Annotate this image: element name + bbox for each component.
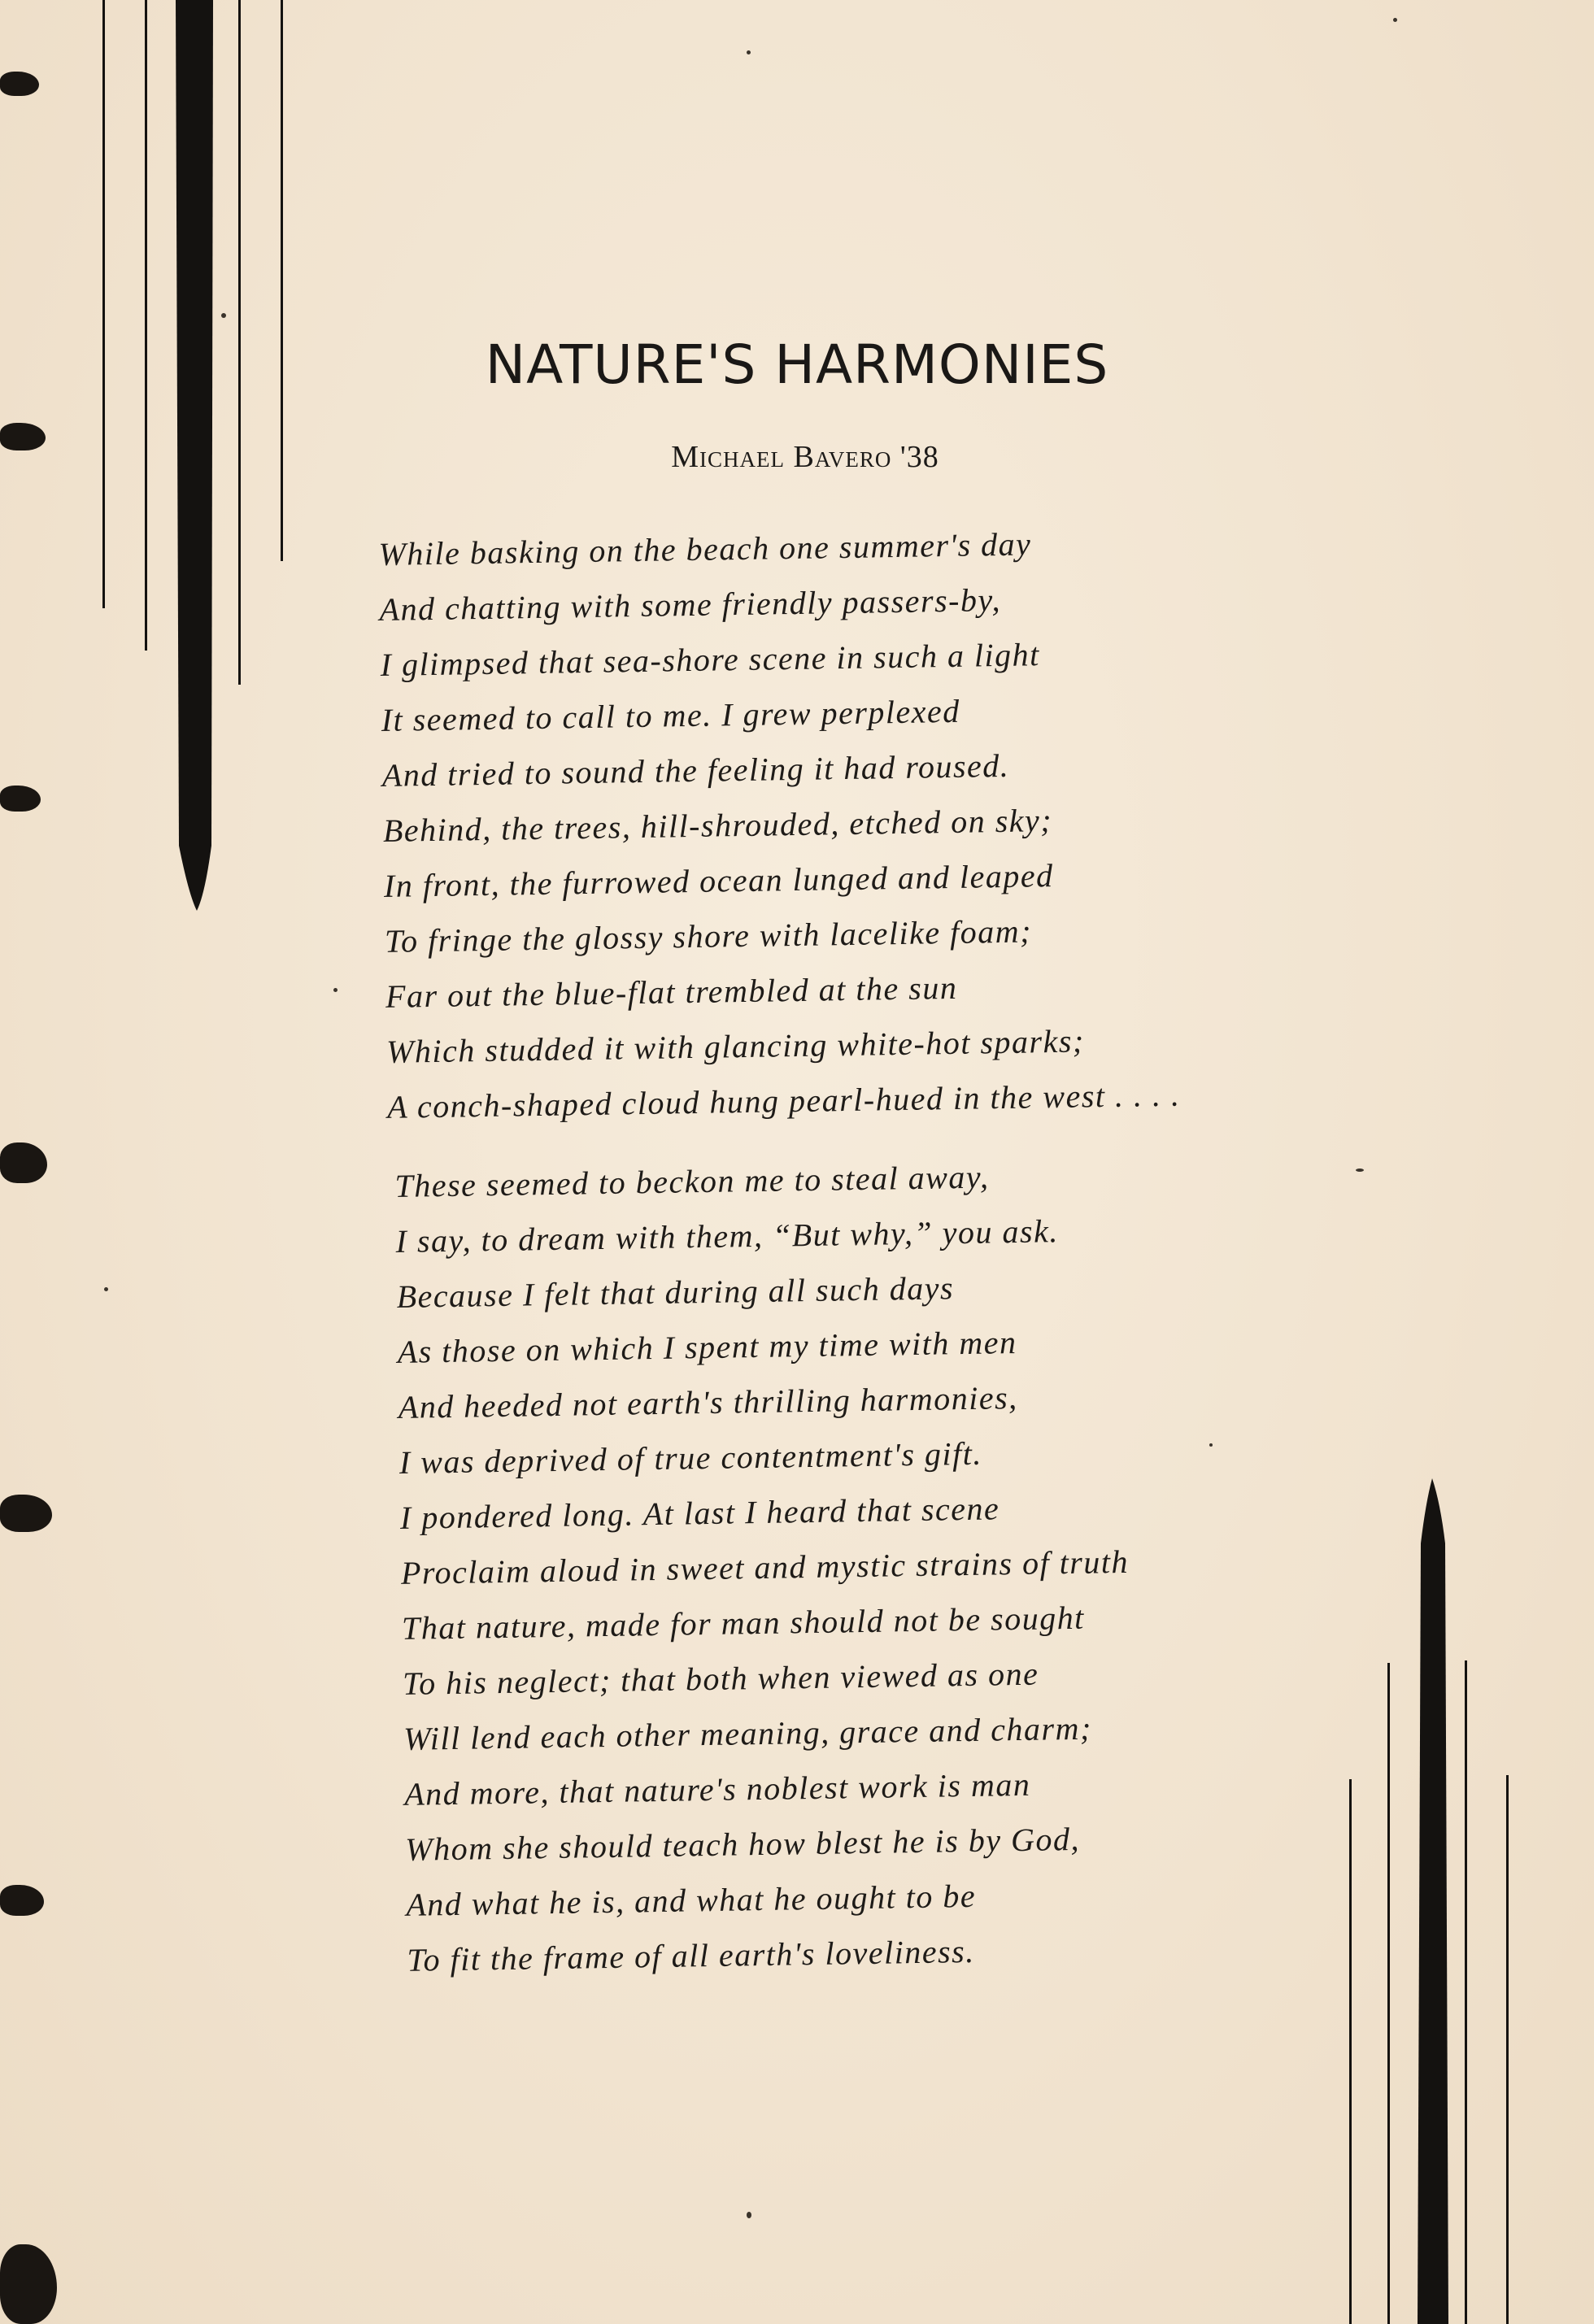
binding-tear <box>0 786 41 812</box>
poem-title: NATURE'S HARMONIES <box>485 333 1109 396</box>
poem-line: I pondered long. At last I heard that scene <box>399 1490 1000 1536</box>
poem-line: And more, that nature's noblest work is man <box>403 1765 1031 1813</box>
right-rule <box>1349 1779 1352 2324</box>
binding-tear <box>0 423 46 450</box>
poem-line: Which studded it with glancing white-hot sparks; <box>385 1022 1085 1070</box>
paper-speck <box>333 988 338 992</box>
poem-line: In front, the furrowed ocean lunged and leaped <box>383 857 1054 904</box>
poem-line: I say, to dream with them, “But why,” you ask. <box>395 1212 1060 1260</box>
left-rule <box>145 0 147 651</box>
binding-tear <box>0 1142 47 1183</box>
poem-line: Behind, the trees, hill-shrouded, etched on sky; <box>382 802 1053 849</box>
right-rule <box>1506 1775 1509 2324</box>
paper-speck <box>747 2212 751 2218</box>
poem-line: To his neglect; that both when viewed as one <box>402 1655 1039 1702</box>
binding-tear <box>0 1495 52 1532</box>
paper-speck <box>1356 1169 1364 1172</box>
poem-line: Whom she should teach how blest he is by God, <box>404 1820 1081 1868</box>
poem-line: Will lend each other meaning, grace and charm; <box>403 1709 1093 1757</box>
poem-line: As those on which I spent my time with men <box>397 1324 1017 1370</box>
poem-line: And heeded not earth's thrilling harmonies, <box>398 1378 1018 1425</box>
poem-line: Proclaim aloud in sweet and mystic strains of truth <box>400 1543 1130 1591</box>
right-spike-bar <box>1413 1478 1453 2324</box>
poem-line: To fit the frame of all earth's loveliness. <box>407 1932 975 1978</box>
poem-author: Michael Bavero '38 <box>671 440 939 474</box>
poem-line: While basking on the beach one summer's day <box>378 525 1032 572</box>
poem-line: These seemed to beckon me to steal away, <box>394 1158 990 1204</box>
poem-stanza-1 <box>378 515 1181 1135</box>
right-rule <box>1465 1660 1467 2324</box>
poem-line: Because I felt that during all such days <box>396 1269 955 1315</box>
poem-stanza-2 <box>394 1147 1135 1988</box>
poem-line: It seemed to call to me. I grew perplexed <box>381 692 961 738</box>
poem-line: And what he is, and what he ought to be <box>406 1877 977 1923</box>
paper-speck <box>747 50 751 54</box>
binding-tear <box>0 1885 44 1916</box>
paper-speck <box>221 313 226 318</box>
paper-speck <box>1209 1443 1213 1447</box>
paper-speck <box>104 1287 108 1291</box>
poem-line: Far out the blue-flat trembled at the sun <box>385 968 958 1015</box>
poem-line: I glimpsed that sea-shore scene in such a light <box>380 636 1041 683</box>
left-rule <box>281 0 283 561</box>
binding-tear <box>0 72 39 96</box>
poem-line: That nature, made for man should not be sought <box>401 1599 1086 1647</box>
poem-line: And tried to sound the feeling it had roused. <box>381 746 1010 794</box>
paper-speck <box>1393 18 1397 22</box>
poem-line: To fringe the glossy shore with lacelike foam; <box>384 912 1033 960</box>
poem-line: A conch-shaped cloud hung pearl-hued in the west . . . . <box>386 1076 1181 1125</box>
right-rule <box>1387 1663 1390 2324</box>
left-rule <box>238 0 241 685</box>
poem-line: And chatting with some friendly passers-by, <box>379 581 1002 628</box>
left-rule <box>102 0 105 608</box>
poem-line: I was deprived of true contentment's gift. <box>398 1434 983 1481</box>
left-spike-bar <box>172 0 218 915</box>
